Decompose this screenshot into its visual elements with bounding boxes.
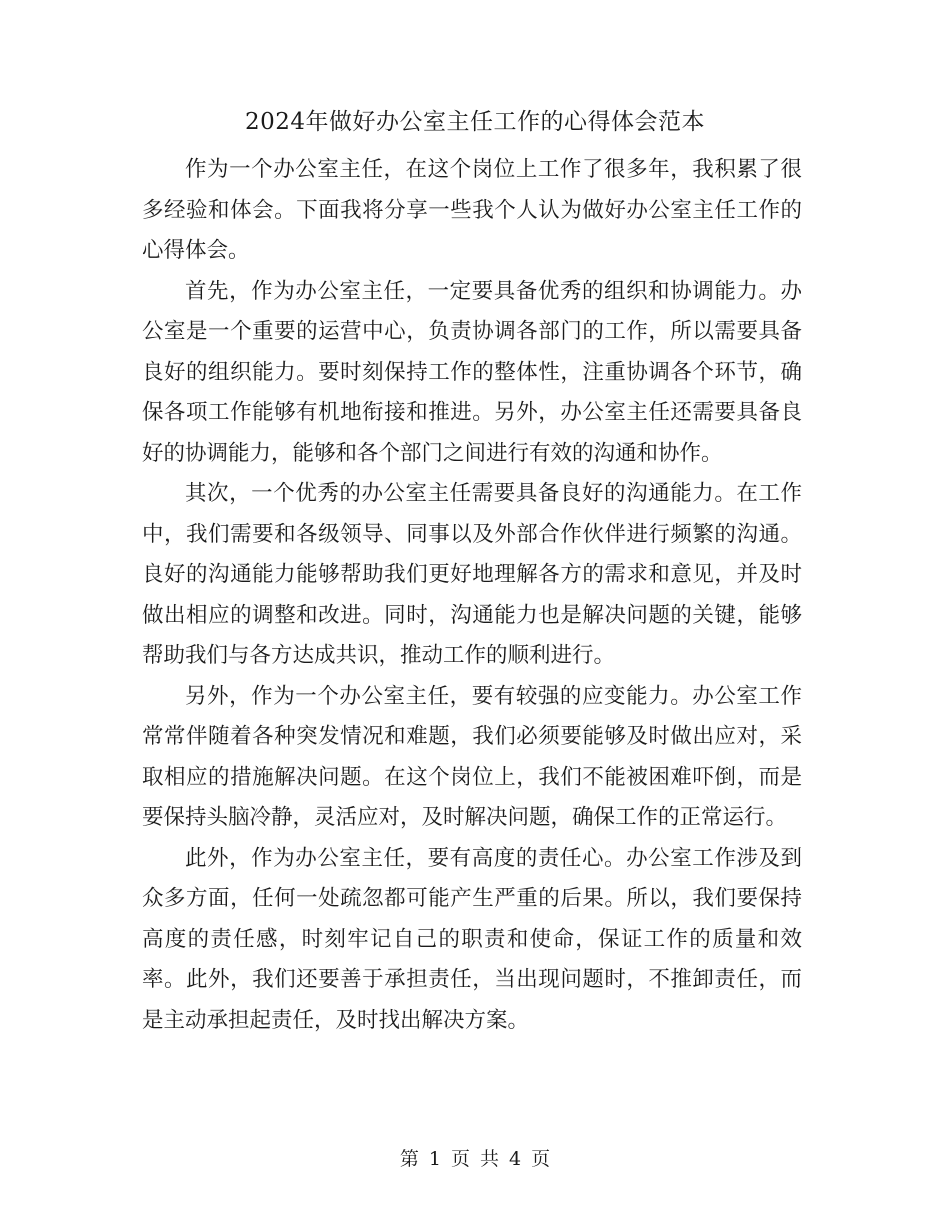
document-body [142, 150, 802, 1041]
paragraph-communication: 其次，一个优秀的办公室主任需要具备良好的沟通能力。在工作中，我们需要和各级领导、同事以及外部合作伙伴进行频繁的沟通。良好的沟通能力能够帮助我们更好地理解各方的需求和意见，并及时做出相应的调整和改进。同时，沟通能力也是解决问题的关键，能够帮助我们与各方达成共识，推动工作的顺利进行。 [142, 481, 802, 668]
paragraph-responsibility: 此外，作为办公室主任，要有高度的责任心。办公室工作涉及到众多方面，任何一处疏忽都可能产生严重的后果。所以，我们要保持高度的责任感，时刻牢记自己的职责和使命，保证工作的质量和效率。此外，我们还要善于承担责任，当出现问题时，不推卸责任，而是主动承担起责任，及时找出解决方案。 [142, 845, 802, 1033]
paragraph-adaptability: 另外，作为一个办公室主任，要有较强的应变能力。办公室工作常常伴随着各种突发情况和难题，我们必须要能够及时做出应对，采取相应的措施解决问题。在这个岗位上，我们不能被困难吓倒，而是要保持头脑冷静，灵活应对，及时解决问题，确保工作的正常运行。 [142, 683, 802, 830]
document-title: 2024年做好办公室主任工作的心得体会范本 [244, 109, 706, 135]
paragraph-intro: 作为一个办公室主任，在这个岗位上工作了很多年，我积累了很多经验和体会。下面我将分享一些我个人认为做好办公室主任工作的心得体会。 [142, 157, 802, 263]
page-number-footer: 第 1 页 共 4 页 [399, 1148, 551, 1170]
paragraph-organization: 首先，作为办公室主任，一定要具备优秀的组织和协调能力。办公室是一个重要的运营中心，负责协调各部门的工作，所以需要具备良好的组织能力。要时刻保持工作的整体性，注重协调各个环节，确保各项工作能够有机地衔接和推进。另外，办公室主任还需要具备良好的协调能力，能够和各个部门之间进行有效的沟通和协作。 [142, 278, 802, 466]
